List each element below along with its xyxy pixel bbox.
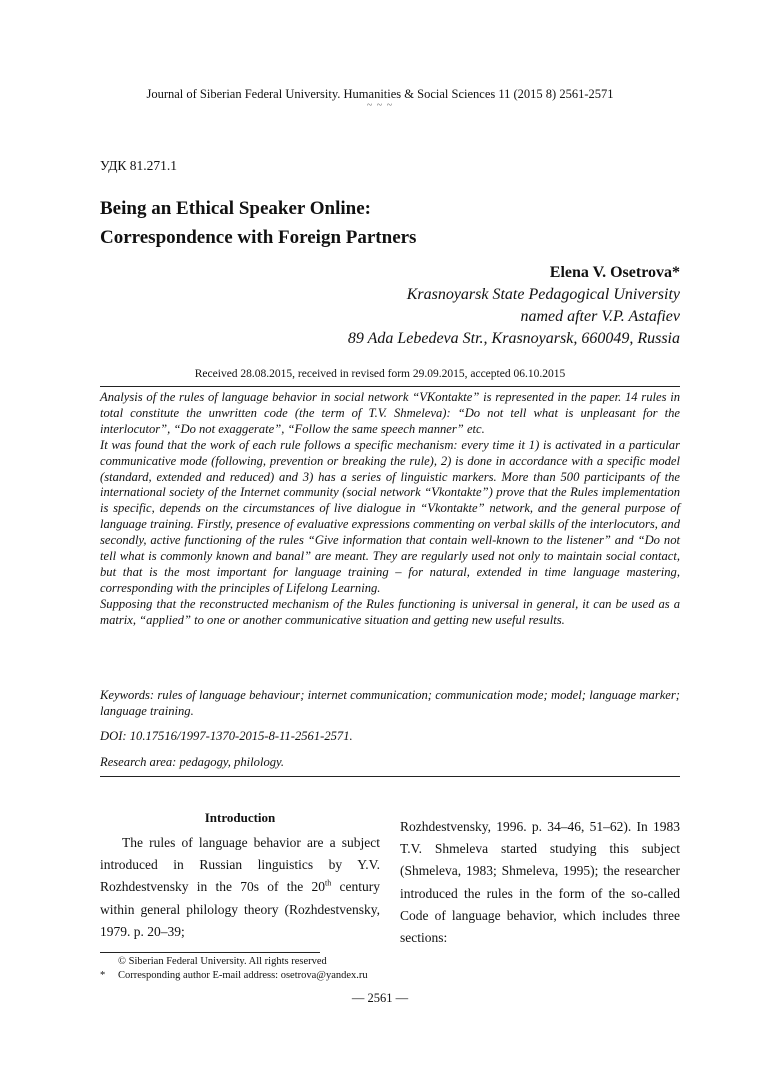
header-ornament: ~ ~ ~ bbox=[366, 100, 394, 111]
footnote-corresponding bbox=[100, 969, 368, 983]
title-line-1: Being an Ethical Speaker Online: bbox=[100, 198, 371, 219]
author-block bbox=[348, 262, 680, 350]
abstract-paragraph-2: It was found that the work of each rule follows a specific mechanism: every time it 1) is activated in a particular communicative mode (following, prevention or breaking the rule), 2) is done in accordance with a specific model (standard, extended and reduced) and 3) has a series of linguistic markers. More than 500 participants of the international society of the Internet community (social network “Vkontakte”) prove that the Rules implementation is specific, depends on the circumstances of live dialogue in “Vkontakte” network, and the general purpose of language training. Firstly, presence of evaluative expressions commenting on verbal skills of the interlocutors, and secondly, active functioning of the rules “Give information that contain well-known to the listener” and “Do not tell what is commonly known and banal” are meant. They are regularly used not only to maintain social contact, but that is the most important for language training – for natural, extended in time language mastering, corresponding with the principles of Lifelong Learning. bbox=[100, 437, 680, 595]
intro-column-1 bbox=[100, 832, 380, 943]
keywords: Keywords: rules of language behaviour; internet communication; communication mode; model; language marker; language training. bbox=[100, 688, 680, 718]
footnote-email: Corresponding author E-mail address: osetrova@yandex.ru bbox=[118, 970, 368, 981]
doi: DOI: 10.17516/1997-1370-2015-8-11-2561-2571. bbox=[100, 729, 353, 743]
title-line-2: Correspondence with Foreign Partners bbox=[100, 227, 417, 248]
abstract bbox=[100, 390, 680, 629]
abstract-paragraph-1: Analysis of the rules of language behavior in social network “VKontakte” is represented in the paper. 14 rules in total constitute the unwritten code (the term of T.V. Shmeleva): “Do not tell what is unpleasant for the interlocutor”, “Do not exaggerate”, “Follow the same speech manner” etc. bbox=[100, 390, 680, 436]
received-dates: Received 28.08.2015, received in revised form 29.09.2015, accepted 06.10.2015 bbox=[194, 368, 566, 380]
abstract-top-rule bbox=[100, 386, 680, 387]
author-address: 89 Ada Lebedeva Str., Krasnoyarsk, 660049, Russia bbox=[347, 330, 680, 347]
journal-header: Journal of Siberian Federal University. Humanities & Social Sciences 11 (2015 8) 2561-2571 bbox=[146, 87, 614, 101]
author-name: Elena V. Osetrova* bbox=[549, 264, 680, 281]
author-affiliation-1: Krasnoyarsk State Pedagogical University bbox=[406, 286, 680, 303]
intro-col1-text-b: century within general philology theory (Rozhdestvensky, 1979. p. 20–39; bbox=[100, 879, 380, 939]
introduction-heading: Introduction bbox=[204, 810, 276, 825]
research-area: Research area: pedagogy, philology. bbox=[100, 755, 285, 769]
abstract-bottom-rule bbox=[100, 776, 680, 777]
intro-col1-text-a: The rules of language behavior are a subject introduced in Russian linguistics by Y.V. Rozhdestvensky in the 70s of the 20 bbox=[100, 835, 380, 895]
intro-col1-superscript: th bbox=[325, 878, 332, 888]
footnote-copyright: © Siberian Federal University. All rights reserved bbox=[118, 956, 327, 967]
footnote-marker: * bbox=[100, 970, 106, 981]
abstract-paragraph-3: Supposing that the reconstructed mechanism of the Rules functioning is universal in general, it can be used as a matrix, “applied” to one or another communicative situation and getting new useful results. bbox=[100, 596, 680, 627]
paper-title bbox=[100, 194, 416, 252]
footnote-rule bbox=[100, 952, 320, 953]
udk-code: УДК 81.271.1 bbox=[100, 158, 178, 173]
page-number: — 2561 — bbox=[351, 991, 409, 1005]
author-affiliation-2: named after V.P. Astafiev bbox=[520, 308, 680, 325]
intro-column-2: Rozhdestvensky, 1996. p. 34–46, 51–62). In 1983 T.V. Shmeleva started studying this subject (Shmeleva, 1983; Shmeleva, 1995); the researcher introduced the rules in the form of the so-called Code of language behavior, which includes three sections: bbox=[400, 819, 680, 946]
